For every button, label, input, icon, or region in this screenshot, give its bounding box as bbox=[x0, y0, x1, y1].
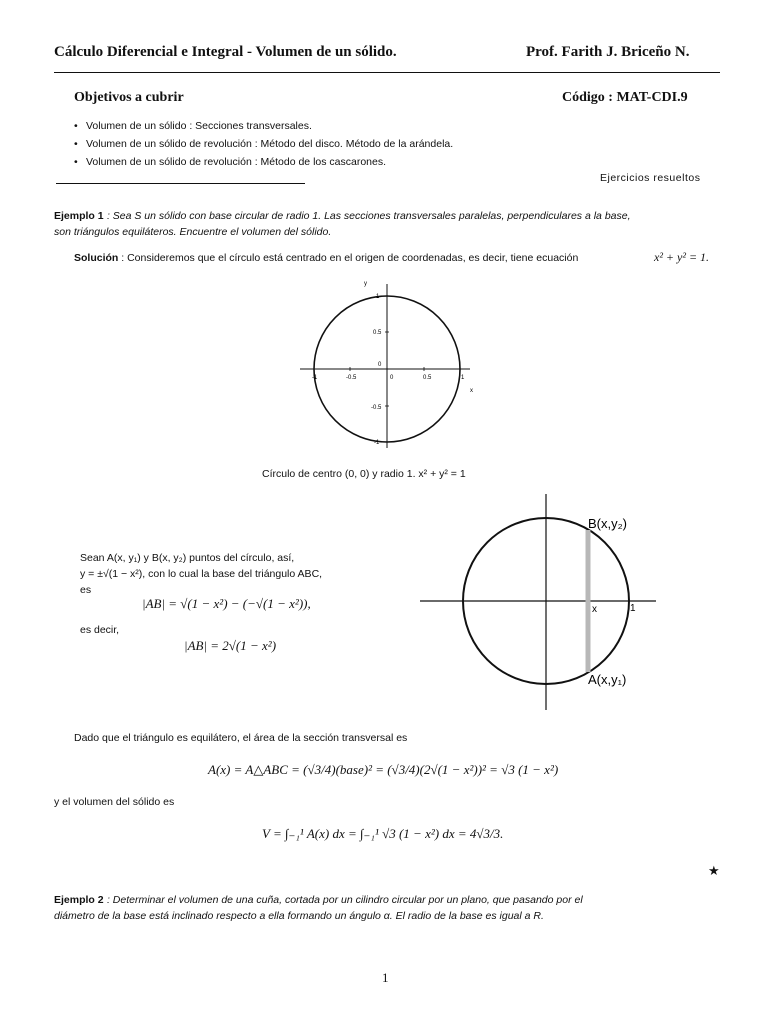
course-code: Código : MAT-CDI.9 bbox=[562, 90, 688, 105]
objective-item: • Volumen de un sólido de revolución : Método del disco. Método de la arándela. bbox=[74, 138, 454, 150]
figure1-x-tick: 0.5 bbox=[423, 375, 432, 381]
text-sean: Sean A(x, y₁) y B(x, y₂) puntos del círculo, así, bbox=[80, 552, 295, 564]
chord-figure bbox=[418, 490, 658, 712]
figure1-y-tick: -1 bbox=[374, 440, 380, 446]
solution-line: Solución : Consideremos que el círculo está centrado en el origen de coordenadas, es decir, tiene ecuación bbox=[74, 252, 579, 264]
objective-item: • Volumen de un sólido : Secciones transversales. bbox=[74, 120, 312, 132]
example1-statement-line1: Ejemplo 1 : Sea S un sólido con base circular de radio 1. Las secciones transversales paralelas, perpendiculares a la base, bbox=[54, 210, 631, 222]
example1-statement-line2: son triángulos equiláteros. Encuentre el volumen del sólido. bbox=[54, 226, 332, 238]
page-number: 1 bbox=[382, 970, 389, 985]
equation-volume: V = ∫₋₁¹ A(x) dx = ∫₋₁¹ √3 (1 − x²) dx = 4√3/3. bbox=[262, 826, 504, 841]
solved-exercises-label: Ejercicios resueltos bbox=[600, 172, 701, 184]
unit-circle-figure bbox=[290, 276, 480, 451]
header-rule bbox=[54, 72, 720, 73]
figure1-y-tick: 0.5 bbox=[373, 330, 382, 336]
example2-statement-line2: diámetro de la base está inclinado respecto a ella formando un ángulo α. El radio de la base es igual a R. bbox=[54, 910, 544, 922]
figure1-x-tick: 0 bbox=[390, 375, 394, 381]
figure2-x-label: x bbox=[592, 604, 597, 615]
figure1-x-tick: -1 bbox=[312, 375, 318, 381]
example2-label: Ejemplo 2 bbox=[54, 894, 104, 906]
equation-area: A(x) = A△ABC = (√3/4)(base)² = (√3/4)(2√(1 − x²))² = √3 (1 − x²) bbox=[208, 762, 559, 777]
text-es: es bbox=[80, 584, 92, 596]
example2-statement-line1: Ejemplo 2 : Determinar el volumen de una cuña, cortada por un cilindro circular por un plano, que pasando por el bbox=[54, 894, 583, 906]
figure1-y-tick: -0.5 bbox=[371, 405, 382, 411]
text-volume-intro: y el volumen del sólido es bbox=[54, 796, 175, 808]
objectives-rule bbox=[56, 183, 305, 184]
figure1-caption: Círculo de centro (0, 0) y radio 1. x² + y² = 1 bbox=[262, 468, 466, 480]
figure1-y-tick: 1 bbox=[376, 294, 380, 300]
circle-equation: x² + y² = 1. bbox=[654, 250, 710, 264]
text-es-decir: es decir, bbox=[80, 624, 120, 636]
course-title: Cálculo Diferencial e Integral - Volumen de un sólido. bbox=[54, 44, 397, 60]
objectives-heading: Objetivos a cubrir bbox=[74, 90, 184, 105]
example1-label: Ejemplo 1 bbox=[54, 210, 104, 222]
equation-ab-1: |AB| = √(1 − x²) − (−√(1 − x²)), bbox=[142, 596, 311, 611]
text-area-intro: Dado que el triángulo es equilátero, el área de la sección transversal es bbox=[74, 732, 408, 744]
end-of-example-star: ★ bbox=[708, 864, 720, 879]
figure1-x-tick: 1 bbox=[461, 375, 465, 381]
figure2-point-a-label: A(x,y₁) bbox=[588, 672, 627, 687]
professor-name: Prof. Farith J. Briceño N. bbox=[526, 44, 690, 60]
objective-item: • Volumen de un sólido de revolución : Método de los cascarones. bbox=[74, 156, 387, 168]
figure1-x-tick: -0.5 bbox=[346, 375, 357, 381]
figure1-y-tick: 0 bbox=[378, 362, 382, 368]
figure1-x-label: x bbox=[470, 388, 473, 394]
figure1-y-label: y bbox=[364, 281, 367, 287]
text-y-expression: y = ±√(1 − x²), con lo cual la base del triángulo ABC, bbox=[80, 568, 323, 580]
solution-label: Solución bbox=[74, 252, 119, 264]
figure2-one-label: 1 bbox=[630, 603, 636, 614]
figure2-point-b-label: B(x,y₂) bbox=[588, 516, 627, 531]
equation-ab-2: |AB| = 2√(1 − x²) bbox=[184, 638, 277, 653]
